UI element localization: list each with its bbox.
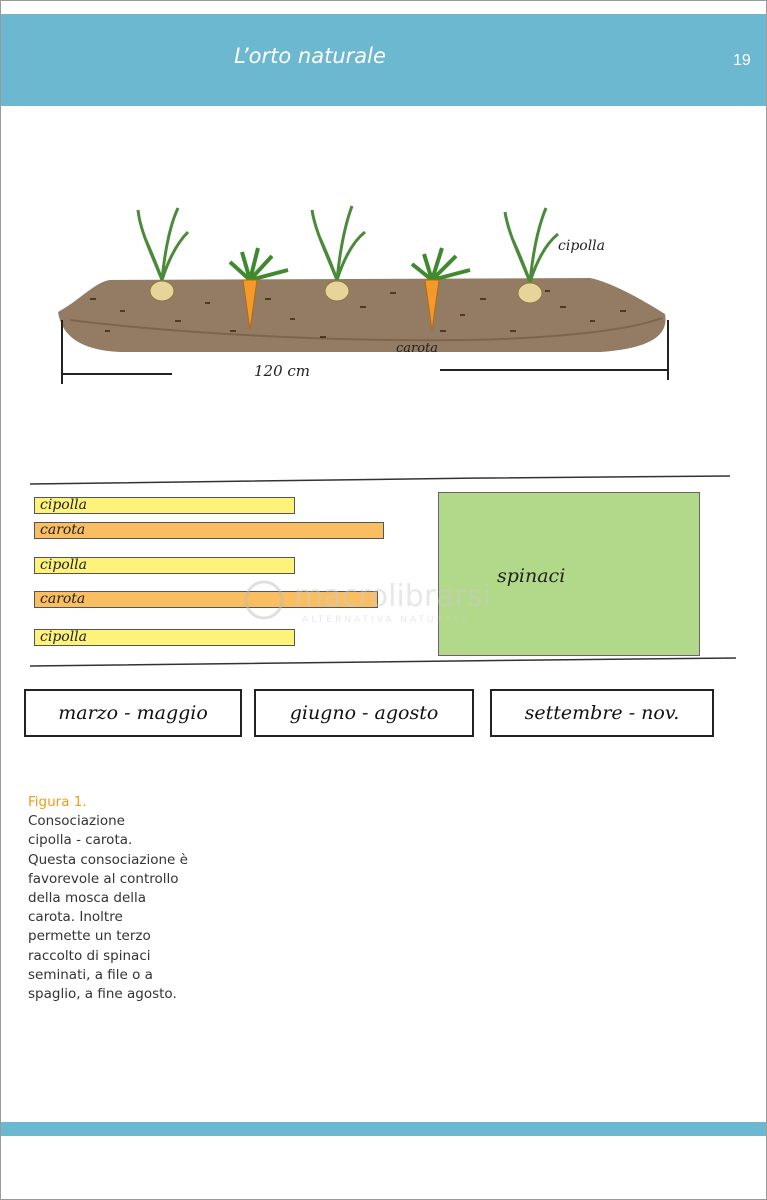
plan-row-2: carota	[34, 522, 384, 539]
season-summer: giugno - agosto	[254, 689, 474, 737]
page-number: 19	[733, 52, 751, 69]
caption-line: favorevole al controllo	[28, 870, 179, 887]
spinach-bed	[438, 492, 700, 656]
caption-line: carota. Inoltre	[28, 909, 123, 926]
plan-row-3: cipolla	[34, 557, 295, 574]
caption-line: raccolto di spinaci	[28, 947, 151, 964]
caption-line: della mosca della	[28, 890, 147, 907]
plan-row-1: cipolla	[34, 497, 295, 514]
spinach-label: spinaci	[497, 565, 566, 587]
chapter-title: L’orto naturale	[234, 44, 386, 68]
footer-band	[1, 1122, 766, 1136]
onion-label: cipolla	[558, 238, 606, 254]
watermark-tagline: ALTERNATIVA NATURALE	[302, 615, 472, 625]
plan-row-5: cipolla	[34, 629, 295, 646]
soil-mound	[58, 278, 666, 352]
plan-row-4: carota	[34, 591, 378, 608]
figure-label: Figura 1.	[28, 794, 87, 810]
width-label: 120 cm	[254, 362, 311, 380]
caption-line: seminati, a file o a	[28, 966, 153, 983]
watermark	[242, 576, 542, 626]
raised-bed-illustration	[0, 180, 767, 400]
season-spring: marzo - maggio	[24, 689, 242, 737]
figure-caption	[28, 793, 228, 1004]
carrot-label: carota	[396, 341, 439, 356]
watermark-logo	[246, 582, 282, 618]
caption-line: cipolla - carota.	[28, 832, 133, 849]
caption-line: Questa consociazione è	[28, 851, 188, 868]
caption-line: permette un terzo	[28, 928, 151, 945]
planting-plan	[0, 470, 767, 670]
caption-line: Consociazione	[28, 813, 125, 830]
watermark-brand: macrolibrarsi	[294, 579, 491, 614]
caption-line: spaglio, a fine agosto.	[28, 986, 177, 1003]
season-autumn: settembre - nov.	[490, 689, 714, 737]
